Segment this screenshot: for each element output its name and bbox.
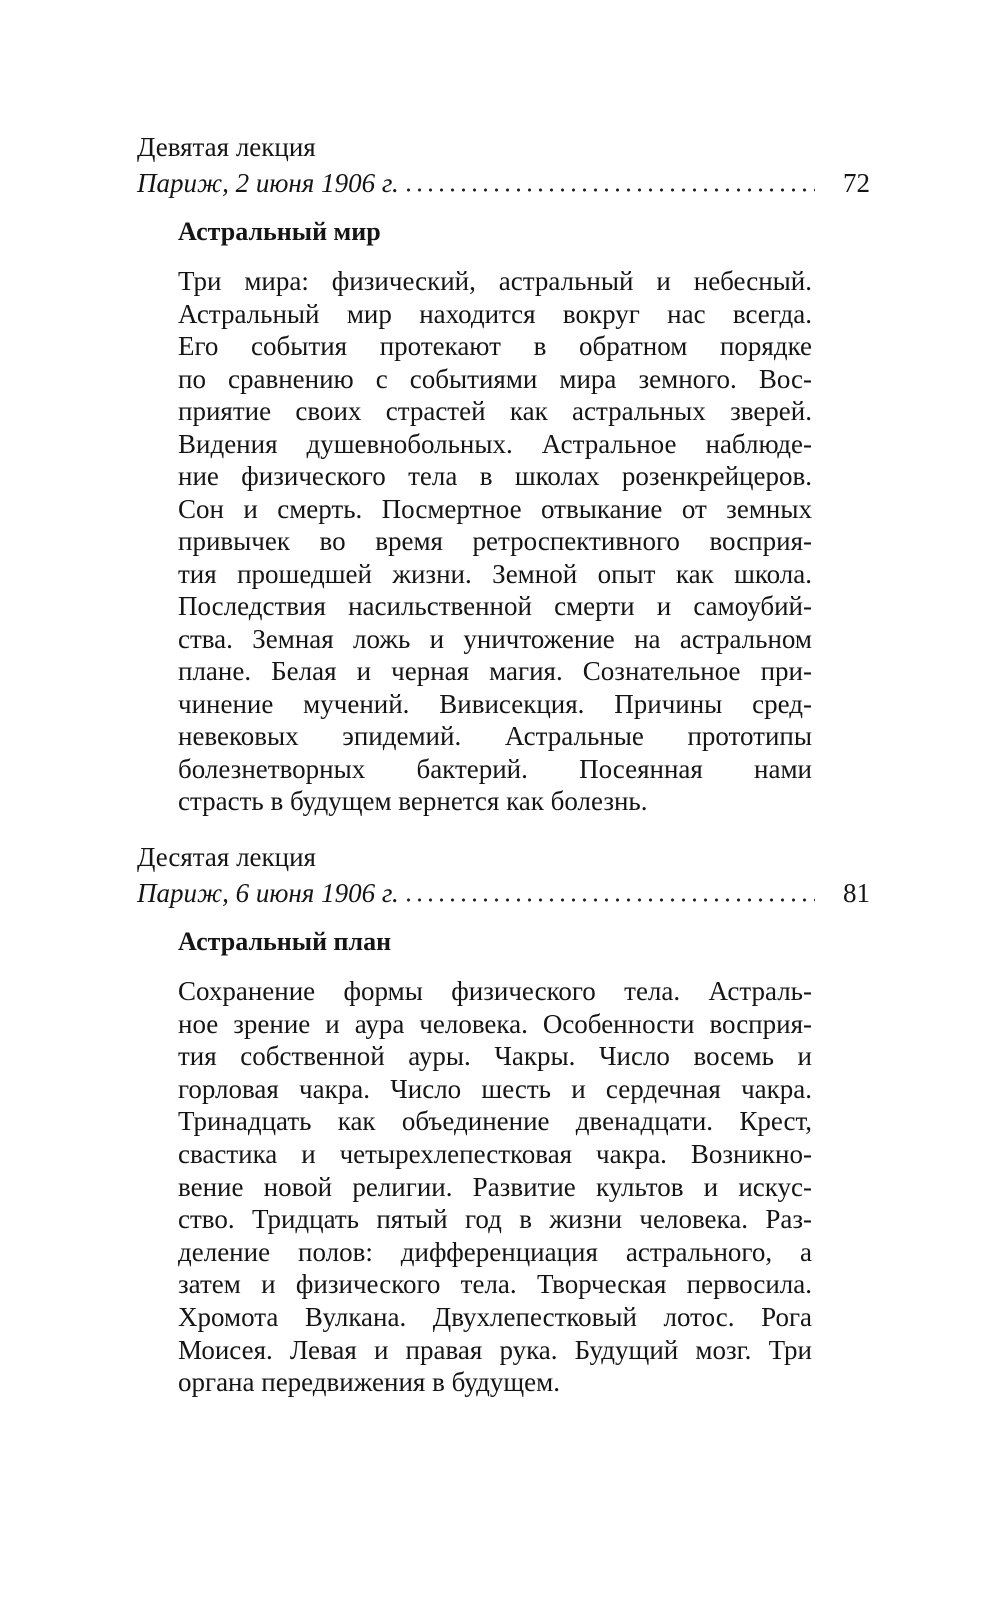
summary-line: Астральный мир находится вокруг нас всегда. — [178, 298, 812, 329]
dot-leader — [403, 877, 815, 910]
lecture-title: Девятая лекция — [137, 132, 316, 162]
summary-line: Сохранение формы физического тела. Астраль- — [178, 976, 812, 1006]
summary-line: ние физического тела в школах розенкрейцеров. — [178, 461, 812, 491]
summary-line: затем и физического тела. Творческая первосила. — [178, 1269, 812, 1300]
summary-line: Сон и смерть. Посмертное отвыкание от земных — [178, 493, 812, 524]
summary-line: Его события протекают в обратном порядке — [178, 331, 812, 361]
page-number: 81 — [843, 878, 870, 908]
summary-line: ство. Тридцать пятый год в жизни человека. Раз- — [178, 1204, 812, 1235]
summary-line: Последствия насильственной смерти и самоубий- — [178, 591, 812, 621]
summary-paragraph — [178, 265, 812, 818]
summary-line: страсть в будущем вернется как болезнь. — [178, 786, 648, 816]
summary-line: чинение мучений. Вивисекция. Причины сред- — [178, 688, 812, 719]
summary-line: по сравнению с событиями мира земного. Вос- — [178, 363, 812, 394]
summary-line: Моисея. Левая и правая рука. Будущий мозг. Три — [178, 1334, 812, 1365]
summary-line: ства. Земная ложь и уничтожение на астральном — [178, 623, 812, 654]
toc-entry-row[interactable] — [137, 877, 870, 910]
section-subtitle: Астральный план — [178, 927, 392, 956]
summary-line: свастика и четырехлепестковая чакра. Возникно- — [178, 1138, 812, 1169]
summary-line: плане. Белая и черная магия. Сознательное при- — [178, 656, 812, 686]
summary-line: Видения душевнобольных. Астральное наблюде- — [178, 428, 812, 459]
summary-line: органа передвижения в будущем. — [178, 1367, 560, 1398]
toc-entry-row[interactable] — [137, 167, 870, 200]
summary-line: Хромота Вулкана. Двухлепестковый лотос. Рога — [178, 1301, 812, 1332]
place-date: Париж, 2 июня 1906 г. — [137, 168, 399, 198]
summary-line: болезнетворных бактерий. Посеянная нами — [178, 753, 812, 784]
summary-paragraph — [178, 975, 812, 1399]
page-number: 72 — [843, 168, 870, 198]
place-date: Париж, 6 июня 1906 г. — [137, 878, 399, 908]
summary-line: невековых эпидемий. Астральные прототипы — [178, 721, 812, 751]
summary-line: тия собственной ауры. Чакры. Число восемь и — [178, 1041, 812, 1072]
summary-line: тия прошедшей жизни. Земной опыт как школа. — [178, 558, 812, 589]
section-subtitle: Астральный мир — [178, 217, 381, 246]
lecture-title: Десятая лекция — [137, 842, 316, 872]
summary-line: приятие своих страстей как астральных зверей. — [178, 396, 812, 426]
summary-line: деление полов: дифференциация астрального, а — [178, 1236, 812, 1267]
dot-leader — [403, 167, 815, 200]
summary-line: Три мира: физический, астральный и небесный. — [178, 266, 812, 296]
summary-line: привычек во время ретроспективного восприя- — [178, 526, 812, 556]
summary-line: ное зрение и аура человека. Особенности восприя- — [178, 1008, 812, 1039]
summary-line: горловая чакра. Число шесть и сердечная чакра. — [178, 1073, 812, 1104]
summary-line: вение новой религии. Развитие культов и искус- — [178, 1171, 812, 1202]
summary-line: Тринадцать как объединение двенадцати. Крест, — [178, 1106, 812, 1137]
